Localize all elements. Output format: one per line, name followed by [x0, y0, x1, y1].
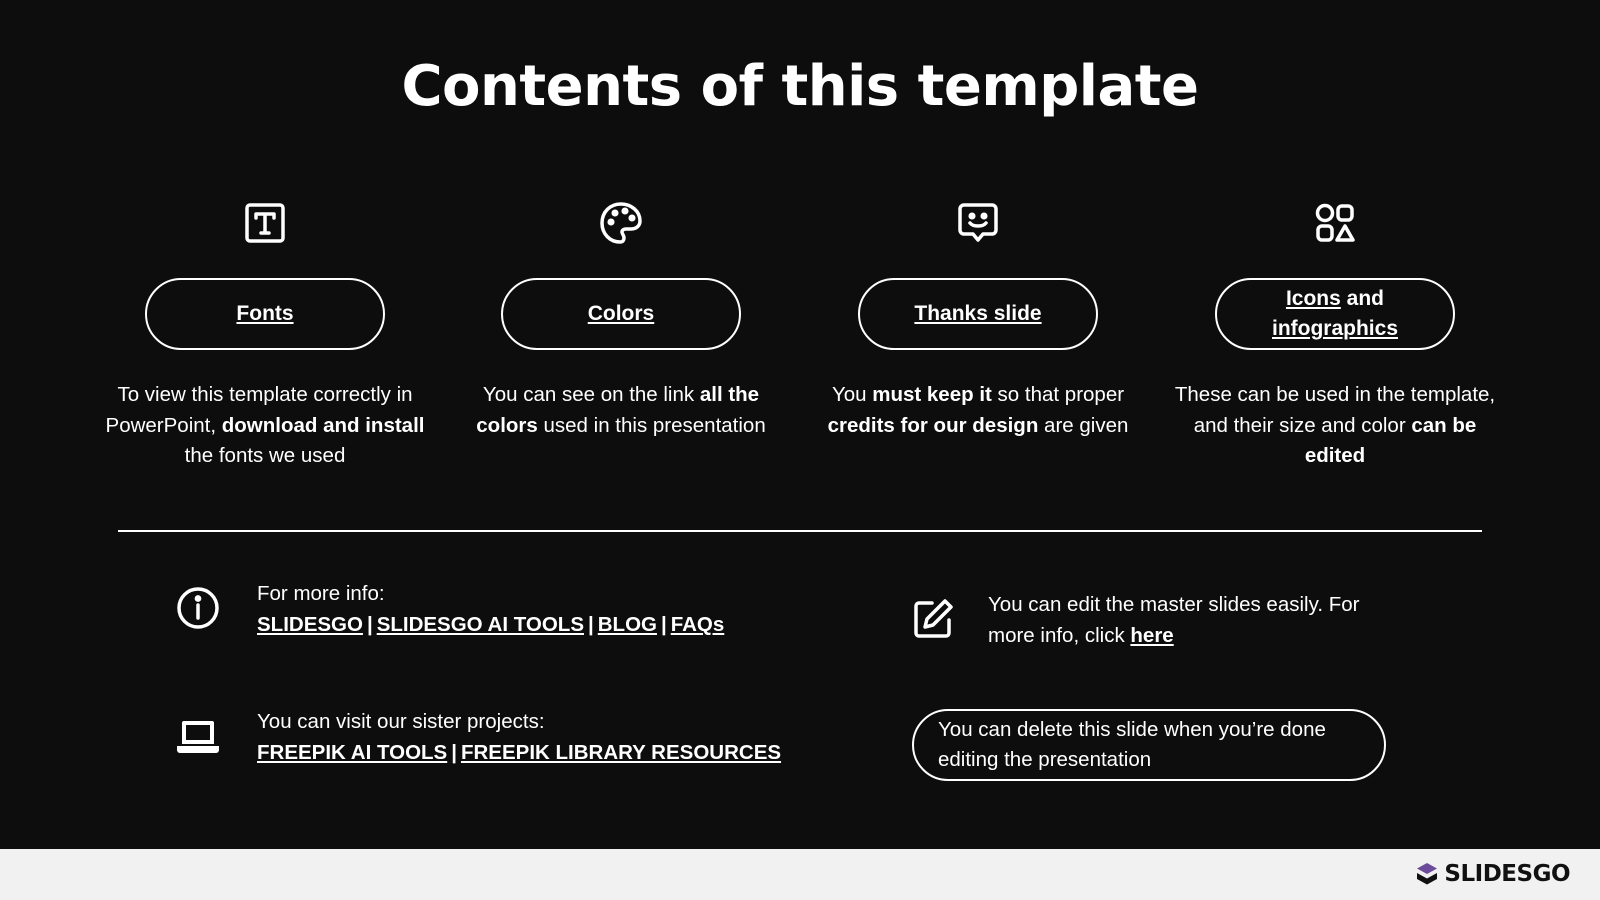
contents-column-icons — [1165, 200, 1505, 472]
slidesgo-ai-tools-link[interactable]: SLIDESGO AI TOOLS — [376, 613, 584, 636]
desc-text: These can be used in the template, and their size and color — [1174, 383, 1496, 437]
sister-links — [257, 737, 781, 768]
link-separator: | — [588, 613, 594, 636]
sister-label: You can visit our sister projects: — [257, 710, 545, 733]
desc-bold: credits for our design — [827, 413, 1039, 437]
text-box-icon — [95, 200, 435, 246]
colors-description — [451, 380, 791, 441]
blog-link[interactable]: BLOG — [597, 613, 657, 636]
divider — [118, 530, 1482, 532]
delete-note-pill — [912, 709, 1386, 781]
desc-text: You can see on the link — [482, 383, 700, 406]
edit-text-body: You can edit the master slides easily. For more info, click — [988, 593, 1360, 647]
desc-bold: all the colors — [476, 383, 760, 437]
link-separator: | — [366, 613, 373, 636]
link-separator: | — [451, 741, 457, 764]
icons-link[interactable]: Icons — [1285, 287, 1341, 310]
freepik-ai-tools-link[interactable]: FREEPIK AI TOOLS — [257, 741, 448, 764]
contents-column-fonts — [95, 200, 435, 472]
link-separator: | — [660, 613, 667, 636]
info-label: For more info: — [257, 582, 385, 605]
desc-bold: download and install — [221, 413, 425, 437]
here-link[interactable]: here — [1130, 624, 1174, 647]
thanks-description — [808, 380, 1148, 441]
contents-column-colors — [451, 200, 791, 441]
info-icon — [175, 585, 221, 640]
edit-text — [988, 589, 1408, 651]
palette-icon — [451, 200, 791, 246]
colors-pill — [501, 278, 741, 350]
slidesgo-logo[interactable] — [1414, 861, 1570, 887]
edit-master-row — [910, 593, 1408, 651]
desc-text: To view this template correctly in PowerPoint, — [105, 383, 413, 437]
thanks-slide-link[interactable]: Thanks slide — [914, 302, 1042, 325]
desc-bold: must keep it — [872, 383, 992, 406]
desc-text: used in this presentation — [537, 413, 766, 437]
desc-text: so that proper — [991, 383, 1125, 406]
brand-name: SLIDESGO — [1444, 861, 1570, 887]
page-title: Contents of this template — [401, 54, 1199, 119]
info-row — [175, 582, 725, 640]
thanks-pill — [858, 278, 1098, 350]
shapes-icon — [1165, 200, 1505, 246]
desc-text: You — [831, 383, 873, 406]
faqs-link[interactable]: FAQs — [670, 613, 725, 636]
laptop-icon — [175, 713, 221, 768]
edit-icon — [910, 596, 956, 651]
delete-note-text: You can delete this slide when you’re done editing the presentation — [938, 718, 1326, 771]
fonts-link[interactable]: Fonts — [236, 302, 294, 325]
desc-text: are given — [1038, 413, 1129, 437]
fonts-pill — [145, 278, 385, 350]
desc-bold: can be edited — [1304, 413, 1477, 467]
icons-pill — [1215, 278, 1455, 350]
smiley-chat-icon — [808, 200, 1148, 246]
slidesgo-logo-icon — [1414, 861, 1440, 887]
pill-and-text: and — [1340, 287, 1384, 310]
info-links — [257, 609, 724, 640]
icons-pill-text — [1272, 284, 1398, 344]
sister-text — [257, 706, 781, 768]
desc-text: the fonts we used — [184, 444, 346, 467]
footer — [0, 849, 1600, 900]
infographics-link[interactable]: infographics — [1271, 317, 1398, 340]
fonts-description — [95, 380, 435, 472]
colors-link[interactable]: Colors — [587, 302, 655, 325]
freepik-library-resources-link[interactable]: FREEPIK LIBRARY RESOURCES — [460, 741, 782, 764]
contents-column-thanks — [808, 200, 1148, 441]
info-text — [257, 578, 724, 640]
sister-projects-row — [175, 710, 782, 768]
slidesgo-link[interactable]: SLIDESGO — [257, 613, 363, 636]
icons-description — [1165, 380, 1505, 472]
